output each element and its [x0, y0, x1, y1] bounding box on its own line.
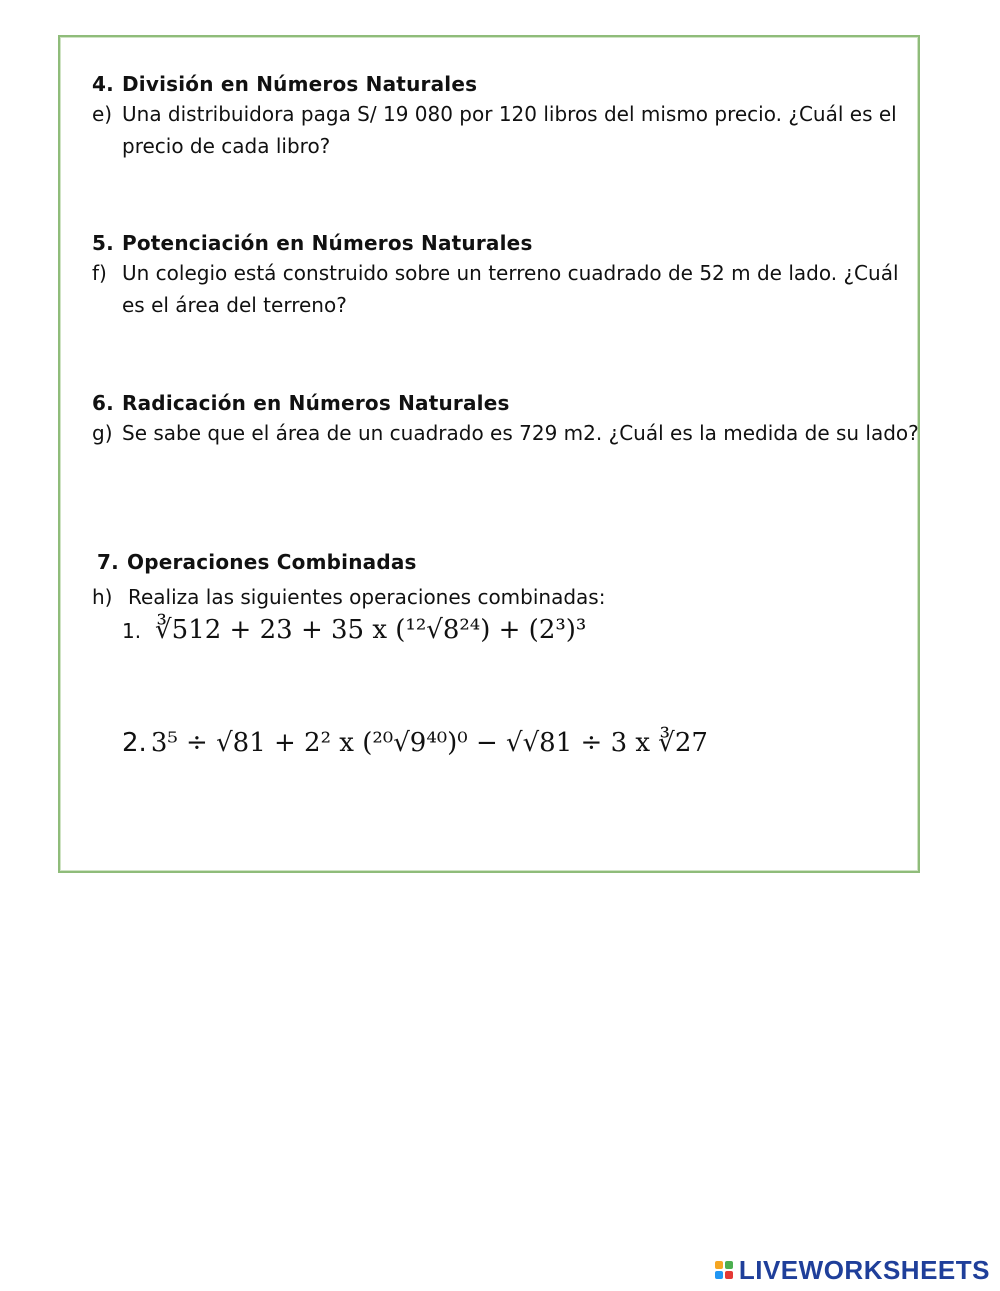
- question-e: [92, 98, 922, 162]
- question-text: Un colegio está construido sobre un terreno cuadrado de 52 m de lado. ¿Cuál es el área del terreno?: [122, 261, 899, 317]
- section-heading: [92, 391, 922, 415]
- liveworksheets-logo: [715, 1255, 990, 1285]
- section-number: 4.: [92, 72, 114, 96]
- section-title: Operaciones Combinadas: [127, 550, 417, 574]
- section-division: [92, 72, 922, 162]
- question-text: Una distribuidora paga S/ 19 080 por 120 libros del mismo precio. ¿Cuál es el precio de cada libro?: [122, 102, 897, 158]
- expression-1: [122, 615, 586, 645]
- question-g: [92, 417, 922, 449]
- question-label: g): [92, 421, 113, 445]
- question-h: [92, 579, 922, 613]
- section-operaciones: [97, 550, 927, 574]
- section-title: Potenciación en Números Naturales: [122, 231, 533, 255]
- expression-text: ∛512 + 23 + 35 x (¹²√8²⁴) + (2³)³: [155, 615, 587, 645]
- expression-number: 2.: [122, 728, 147, 758]
- section-heading: [92, 72, 922, 96]
- section-number: 6.: [92, 391, 114, 415]
- expression-2: [122, 728, 708, 758]
- section-number: 7.: [97, 550, 119, 574]
- section-title: Radicación en Números Naturales: [122, 391, 510, 415]
- brand-text: LIVEWORKSHEETS: [738, 1254, 990, 1285]
- section-number: 5.: [92, 231, 114, 255]
- section-potenciacion: [92, 231, 922, 321]
- section-title: División en Números Naturales: [122, 72, 478, 96]
- expression-text: 3⁵ ÷ √81 + 2² x (²⁰√9⁴⁰)⁰ − √√81 ÷ 3 x ∛27: [150, 728, 708, 758]
- question-f: [92, 257, 922, 321]
- logo-tiles-icon: [715, 1261, 733, 1279]
- section-heading: [97, 550, 927, 574]
- question-label: h): [92, 585, 113, 609]
- question-text: Realiza las siguientes operaciones combinadas:: [128, 585, 606, 609]
- section-radicacion: [92, 391, 922, 449]
- question-h-row: [92, 581, 922, 613]
- question-text: Se sabe que el área de un cuadrado es 729 m2. ¿Cuál es la medida de su lado?: [122, 421, 919, 445]
- expression-number: 1.: [122, 619, 142, 643]
- section-heading: [92, 231, 922, 255]
- question-label: f): [92, 261, 107, 285]
- question-label: e): [92, 102, 113, 126]
